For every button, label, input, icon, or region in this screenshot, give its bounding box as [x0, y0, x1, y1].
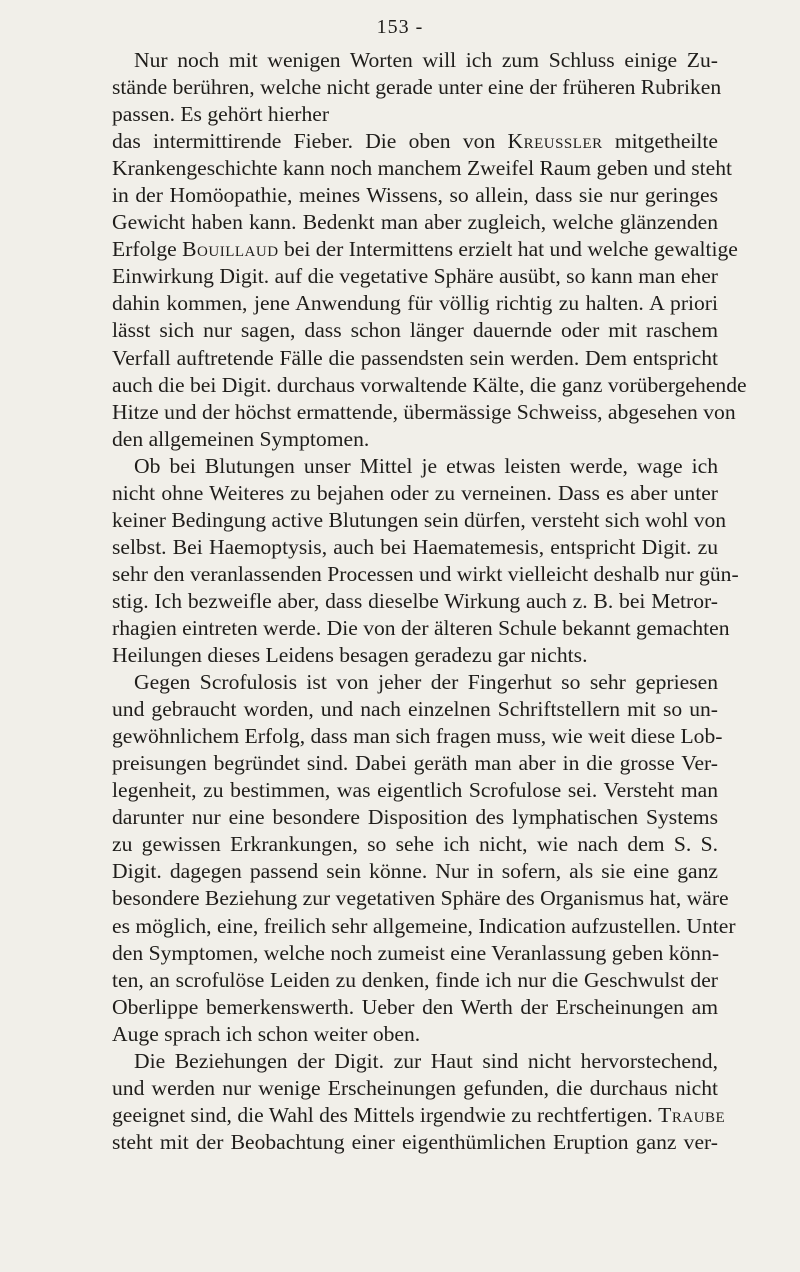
text-line: [112, 290, 718, 317]
text-line: [112, 399, 736, 426]
text-line: [112, 507, 727, 534]
text-line: [112, 777, 718, 804]
text-line: [112, 1048, 718, 1075]
line-text: besondere Beziehung zur vegetativen Sphäre des Organismus hat, wäre: [112, 886, 729, 911]
text-line: [112, 994, 718, 1021]
line-text: und gebraucht worden, und nach einzelnen Schriftstellern mit so un-: [112, 697, 718, 722]
line-text: Einwirkung Digit. auf die vegetative Sphäre ausübt, so kann man eher: [112, 264, 718, 289]
text-line: [112, 669, 718, 696]
line-text: legenheit, zu bestimmen, was eigentlich Scrofulose sei. Versteht man: [112, 778, 718, 803]
line-text: Die Beziehungen der Digit. zur Haut sind nicht hervorstechend,: [134, 1048, 718, 1073]
text-line: [112, 263, 718, 290]
author-name: Bouillaud: [182, 237, 279, 262]
line-text: es möglich, eine, freilich sehr allgemeine, Indication aufzustellen. Unter: [112, 913, 736, 938]
line-text: stände berühren, welche nicht gerade unter eine der früheren Rubriken: [112, 75, 722, 100]
page-number: 153 -: [376, 16, 424, 38]
text-line: [112, 804, 718, 831]
line-text: sehr den veranlassenden Processen und wirkt vielleicht deshalb nur gün-: [112, 561, 739, 586]
text-line: [112, 372, 747, 399]
line-text: das intermittirende Fieber. Die oben von: [112, 129, 508, 154]
text-line: [112, 615, 730, 642]
text-line: [112, 561, 739, 588]
line-text-after: bei der Intermittens erzielt hat und welche gewaltige: [278, 237, 738, 262]
text-line: [112, 967, 718, 994]
line-text: Heilungen dieses Leidens besagen geradezu gar nichts.: [112, 643, 588, 668]
line-text: Verfall auftretende Fälle die passendsten sein werden. Dem entspricht: [112, 345, 718, 370]
line-text: Hitze und der höchst ermattende, übermässige Schweiss, abgesehen von: [112, 399, 736, 424]
text-line: [112, 74, 722, 101]
author-name: Kreussler: [507, 129, 603, 154]
text-line: [112, 588, 718, 615]
line-text: Ob bei Blutungen unser Mittel je etwas leisten werde, wage ich: [134, 453, 718, 478]
text-line: [112, 696, 718, 723]
line-text: darunter nur eine besondere Disposition des lymphatischen Systems: [112, 805, 718, 830]
text-line: [112, 453, 718, 480]
text-line: [112, 155, 733, 182]
line-text: steht mit der Beobachtung einer eigenthümlichen Eruption ganz ver-: [112, 1129, 718, 1154]
text-line: [112, 723, 723, 750]
text-line: [112, 480, 718, 507]
text-line: [112, 1021, 718, 1048]
line-text: nicht ohne Weiteres zu bejahen oder zu verneinen. Dass es aber unter: [112, 480, 718, 505]
line-text: Digit. dagegen passend sein könne. Nur in sofern, als sie eine ganz: [112, 859, 718, 884]
text-line: [112, 1129, 718, 1156]
text-line: [112, 128, 718, 155]
text-line: [112, 1075, 718, 1102]
line-text: auch die bei Digit. durchaus vorwaltende Kälte, die ganz vorübergehende: [112, 372, 747, 397]
text-line: [112, 858, 718, 885]
line-text: zu gewissen Erkrankungen, so sehe ich nicht, wie nach dem S. S.: [112, 832, 718, 857]
line-text: den allgemeinen Symptomen.: [112, 426, 370, 451]
text-line: [112, 209, 718, 236]
line-text: passen. Es gehört hierher: [112, 102, 330, 127]
body-text: [112, 47, 747, 1156]
line-text: preisungen begründet sind. Dabei geräth man aber in die grosse Ver-: [112, 751, 718, 776]
line-text: Auge sprach ich schon weiter oben.: [112, 1021, 421, 1046]
line-text: Gegen Scrofulosis ist von jeher der Fingerhut so sehr gepriesen: [134, 670, 718, 695]
line-text: Krankengeschichte kann noch manchem Zweifel Raum geben und steht: [112, 156, 733, 181]
text-line: [112, 750, 718, 777]
text-line: [112, 940, 718, 967]
line-text: ten, an scrofulöse Leiden zu denken, finde ich nur die Geschwulst der: [112, 967, 718, 992]
text-line: [112, 47, 718, 74]
text-line: [112, 317, 718, 344]
text-line: [112, 913, 736, 940]
text-line: [112, 182, 718, 209]
text-line: [112, 534, 718, 561]
line-text: selbst. Bei Haemoptysis, auch bei Haematemesis, entspricht Digit. zu: [112, 534, 718, 559]
line-text: keiner Bedingung active Blutungen sein dürfen, versteht sich wohl von: [112, 507, 727, 532]
line-text: und werden nur wenige Erscheinungen gefunden, die durchaus nicht: [112, 1075, 718, 1100]
line-text: geeignet sind, die Wahl des Mittels irgendwie zu rechtfertigen.: [112, 1102, 659, 1127]
author-name: Traube: [658, 1102, 726, 1127]
text-line: [112, 831, 718, 858]
line-text: Erfolge: [112, 237, 183, 262]
text-line: [112, 236, 738, 263]
text-line: [112, 426, 718, 453]
line-text: gewöhnlichem Erfolg, dass man sich fragen muss, wie weit diese Lob-: [112, 724, 723, 749]
line-text: Oberlippe bemerkenswerth. Ueber den Werth der Erscheinungen am: [112, 994, 718, 1019]
line-text-after: mitgetheilte: [602, 129, 718, 154]
text-line: [112, 101, 718, 128]
line-text: dahin kommen, jene Anwendung für völlig richtig zu halten. A priori: [112, 291, 718, 316]
line-text: den Symptomen, welche noch zumeist eine Veranlassung geben könn-: [112, 940, 720, 965]
text-line: [112, 1102, 726, 1129]
line-text: in der Homöopathie, meines Wissens, so allein, dass sie nur geringes: [112, 183, 718, 208]
line-text: rhagien eintreten werde. Die von der älteren Schule bekannt gemachten: [112, 615, 730, 640]
line-text: Gewicht haben kann. Bedenkt man aber zugleich, welche glänzenden: [112, 210, 718, 235]
text-line: [112, 642, 718, 669]
text-line: [112, 345, 718, 372]
line-text: Nur noch mit wenigen Worten will ich zum Schluss einige Zu-: [134, 48, 718, 72]
line-text: stig. Ich bezweifle aber, dass dieselbe Wirkung auch z. B. bei Metror-: [112, 588, 718, 613]
line-text: lässt sich nur sagen, dass schon länger dauernde oder mit raschem: [112, 318, 718, 343]
text-line: [112, 885, 729, 912]
